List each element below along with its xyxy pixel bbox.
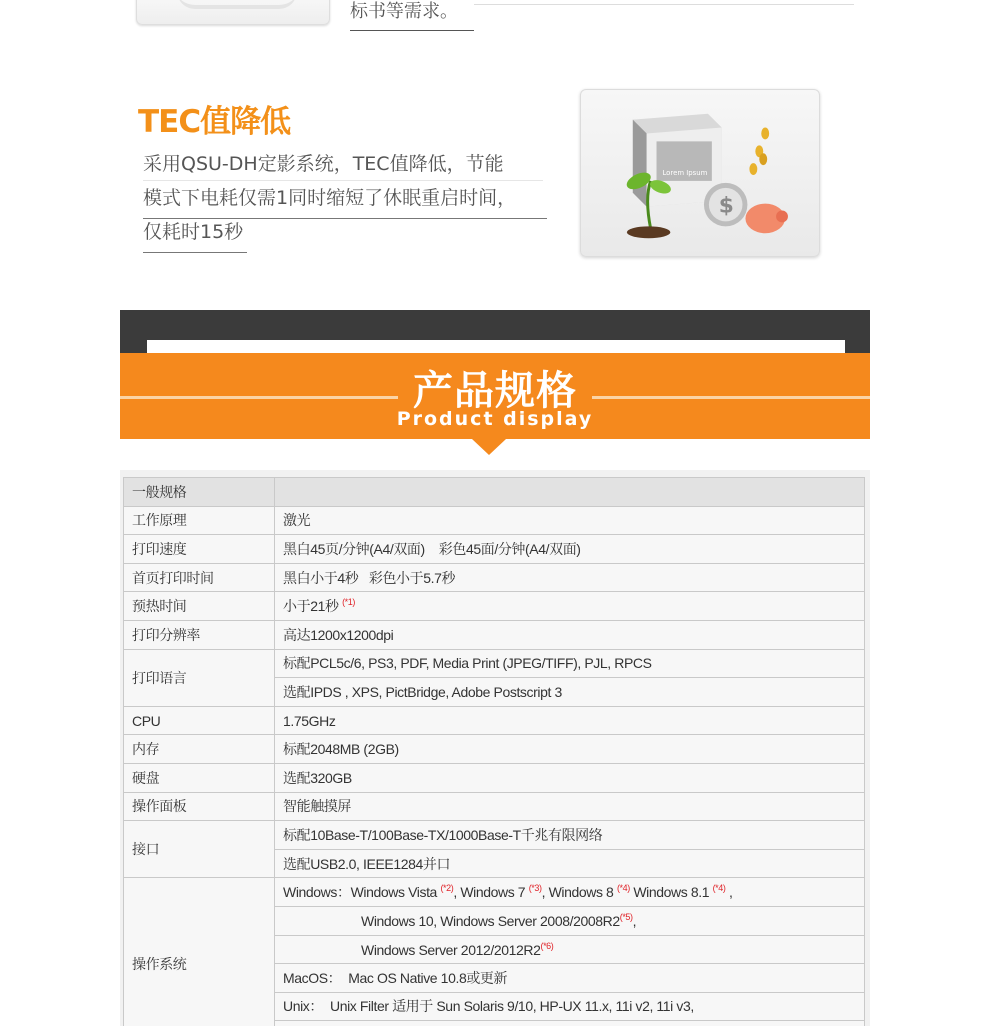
divider bbox=[474, 4, 854, 5]
spec-value: 高达1200x1200dpi bbox=[275, 620, 865, 649]
tec-text-line-3: 仅耗时15秒 bbox=[143, 221, 244, 243]
spec-key: 工作原理 bbox=[124, 506, 275, 535]
spec-key: 一般规格 bbox=[124, 478, 275, 507]
section-title: 产品规格 bbox=[413, 368, 577, 414]
underline bbox=[350, 30, 474, 31]
spec-value: Unix： Unix Filter 适用于 Sun Solaris 9/10, HP-UX 11.x, 11i v2, 11i v3, bbox=[275, 992, 865, 1021]
spec-value: 标配2048MB (2GB) bbox=[275, 735, 865, 764]
feature-text-top: 标书等需求。 bbox=[350, 1, 458, 22]
spec-key: 预热时间 bbox=[124, 592, 275, 621]
spec-key: 硬盘 bbox=[124, 763, 275, 792]
table-row bbox=[124, 535, 865, 564]
footnote-marker: (*4) bbox=[616, 883, 630, 894]
spec-key: 接口 bbox=[124, 821, 275, 878]
os-item: , Windows 8 bbox=[541, 884, 617, 901]
spec-value bbox=[275, 592, 865, 621]
table-row bbox=[124, 478, 865, 507]
svg-text:$: $ bbox=[718, 193, 734, 219]
spec-value: 智能触摸屏 bbox=[275, 792, 865, 821]
os-item: , Windows 7 bbox=[453, 884, 529, 901]
spec-value: 选配USB2.0, IEEE1284并口 bbox=[275, 849, 865, 878]
feature-image-card-top bbox=[136, 0, 330, 25]
table-row bbox=[124, 506, 865, 535]
banner-pointer bbox=[472, 439, 506, 455]
underline bbox=[143, 180, 543, 181]
spec-key: CPU bbox=[124, 706, 275, 735]
spec-value bbox=[275, 906, 865, 935]
os-item: Windows Vista bbox=[350, 884, 441, 901]
spec-value: 标配PCL5c/6, PS3, PDF, Media Print (JPEG/TIFF), PJL, RPCS bbox=[275, 649, 865, 678]
table-row bbox=[124, 821, 865, 850]
tec-title: TEC值降低 bbox=[138, 104, 291, 140]
spec-key: 操作系统 bbox=[124, 878, 275, 1026]
table-row bbox=[124, 763, 865, 792]
energy-saving-icon bbox=[581, 90, 819, 256]
spec-value: MacOS： Mac OS Native 10.8或更新 bbox=[275, 964, 865, 993]
footnote-marker: (*2) bbox=[440, 883, 454, 894]
table-row bbox=[124, 878, 865, 907]
spec-table bbox=[123, 477, 865, 1026]
footnote-marker: (*6) bbox=[540, 940, 554, 951]
section-subtitle: Product display bbox=[396, 408, 594, 430]
svg-text:Lorem Ipsum: Lorem Ipsum bbox=[662, 168, 708, 177]
table-row bbox=[124, 592, 865, 621]
spec-value: 黑白小于4秒 彩色小于5.7秒 bbox=[275, 563, 865, 592]
spec-key: 打印语言 bbox=[124, 649, 275, 706]
table-row bbox=[124, 706, 865, 735]
spec-value-text: 小于21秒 bbox=[283, 598, 343, 615]
spec-value bbox=[275, 1021, 865, 1026]
tec-text-line-2: 模式下电耗仅需1同时缩短了休眠重启时间， bbox=[143, 187, 517, 209]
underline bbox=[143, 252, 247, 253]
spec-value: 1.75GHz bbox=[275, 706, 865, 735]
table-row bbox=[124, 792, 865, 821]
spec-value: 黑白45页/分钟(A4/双面) 彩色45面/分钟(A4/双面) bbox=[275, 535, 865, 564]
os-label: Windows： bbox=[283, 884, 351, 901]
spec-value bbox=[275, 478, 865, 507]
footnote-marker: (*1) bbox=[342, 597, 355, 608]
spec-key: 打印分辨率 bbox=[124, 620, 275, 649]
footnote-marker: (*3) bbox=[528, 883, 542, 894]
spec-value bbox=[275, 935, 865, 964]
os-item: Windows 10, Windows Server 2008/2008R2 bbox=[361, 913, 620, 930]
spec-value: 选配320GB bbox=[275, 763, 865, 792]
os-item: , bbox=[725, 884, 733, 901]
spec-value: 标配10Base-T/100Base-TX/1000Base-T千兆有限网络 bbox=[275, 821, 865, 850]
footnote-marker: (*4) bbox=[712, 883, 726, 894]
spec-value bbox=[275, 878, 865, 907]
table-row bbox=[124, 649, 865, 678]
spec-value: 激光 bbox=[275, 506, 865, 535]
os-item: , bbox=[632, 913, 637, 930]
spec-key: 打印速度 bbox=[124, 535, 275, 564]
spec-key: 首页打印时间 bbox=[124, 563, 275, 592]
os-item: Windows Server 2012/2012R2 bbox=[361, 941, 541, 958]
spec-panel bbox=[120, 470, 870, 1026]
table-row bbox=[124, 735, 865, 764]
footnote-marker: (*5) bbox=[619, 912, 633, 923]
spec-value: 选配IPDS , XPS, PictBridge, Adobe Postscript 3 bbox=[275, 678, 865, 707]
table-row bbox=[124, 563, 865, 592]
spec-key: 内存 bbox=[124, 735, 275, 764]
underline bbox=[143, 218, 547, 219]
table-row bbox=[124, 620, 865, 649]
energy-saving-illustration bbox=[580, 89, 820, 257]
os-item: Windows 8.1 bbox=[629, 884, 713, 901]
spec-key: 操作面板 bbox=[124, 792, 275, 821]
tec-text-line-1: 采用QSU-DH定影系统，TEC值降低，节能 bbox=[143, 153, 504, 175]
